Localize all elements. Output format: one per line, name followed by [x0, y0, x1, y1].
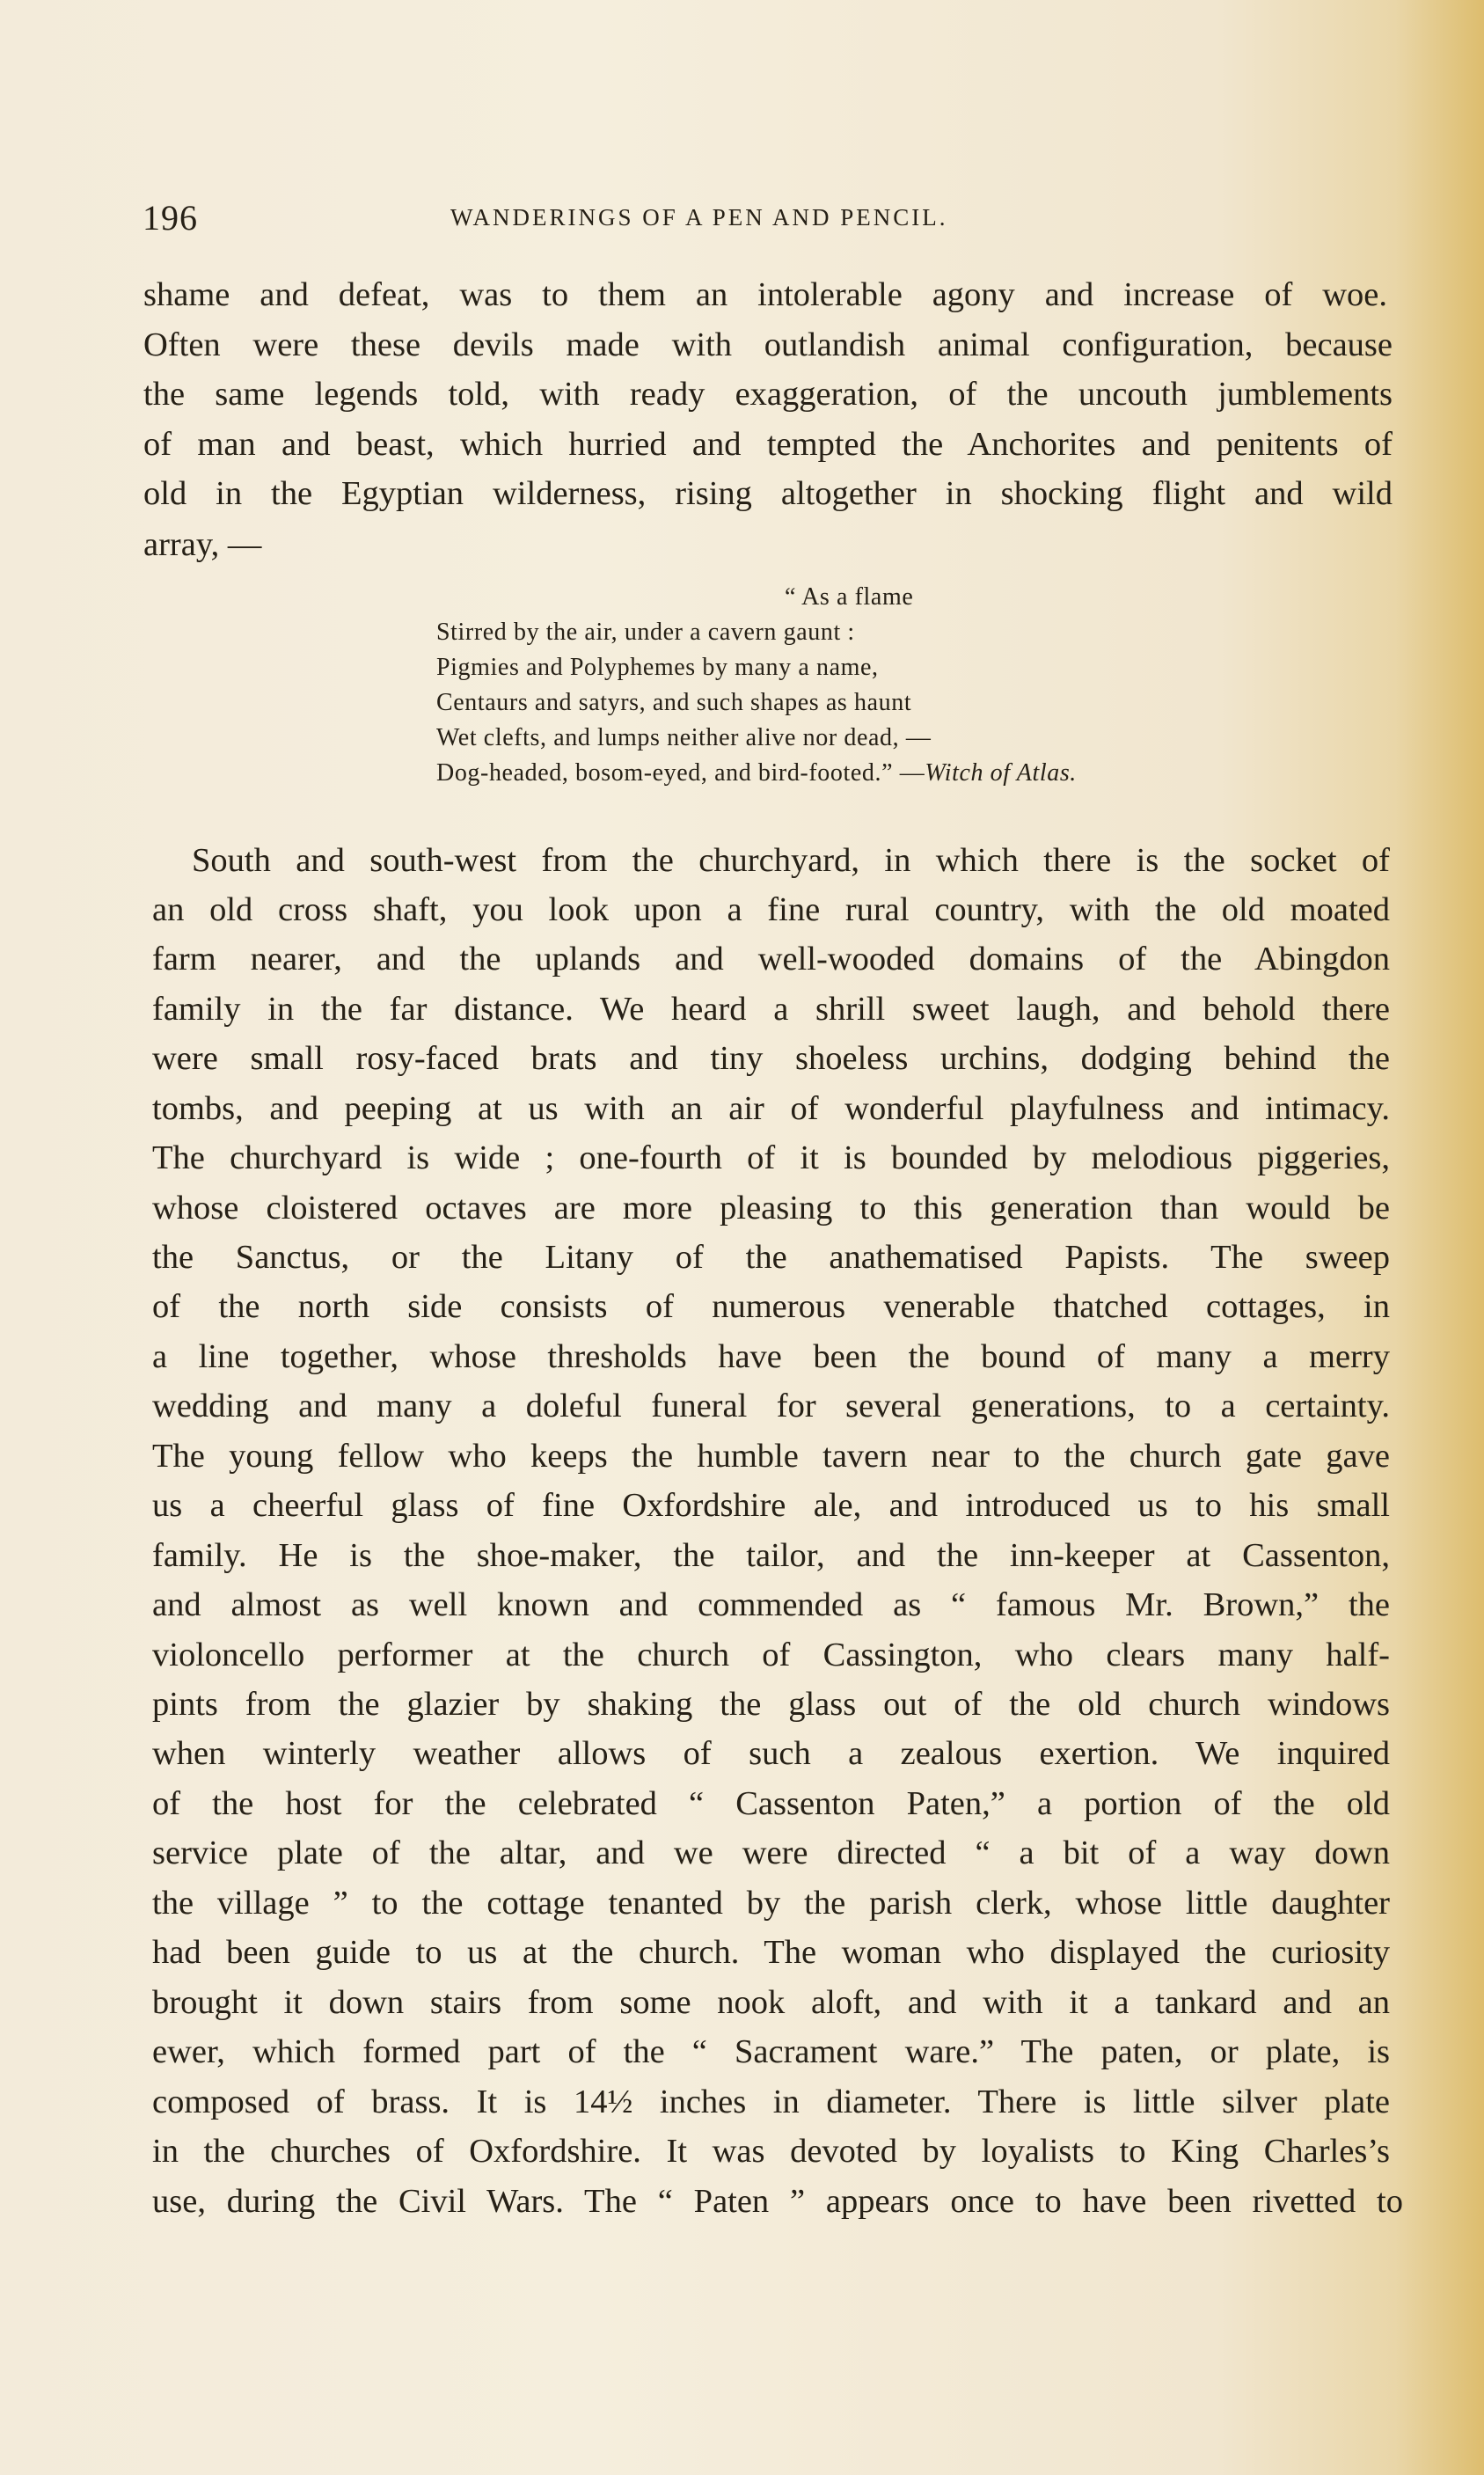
text-line: when winterly weather allows of such a zealous exertion. We inquired [152, 1735, 1390, 1772]
verse-line: Pigmies and Polyphemes by many a name, [436, 654, 879, 681]
text-line: violoncello performer at the church of Cassington, who clears many half- [152, 1637, 1390, 1673]
text-line: Often were these devils made with outlandish animal configuration, because [143, 326, 1393, 363]
text-line: pints from the glazier by shaking the glass out of the old church windows [152, 1686, 1390, 1723]
verse-quotation [436, 582, 1077, 794]
text-line: family. He is the shoe-maker, the tailor, and the inn-keeper at Cassenton, [152, 1537, 1390, 1574]
verse-line [436, 758, 1077, 794]
text-line: in the churches of Oxfordshire. It was devoted by loyalists to King Charles’s [152, 2133, 1390, 2170]
text-line: wedding and many a doleful funeral for several generations, to a certainty. [152, 1388, 1390, 1424]
verse-line: Stirred by the air, under a cavern gaunt : [436, 619, 855, 646]
text-line: and almost as well known and commended as “ famous Mr. Brown,” the [152, 1586, 1390, 1623]
text-line: whose cloistered octaves are more pleasing to this generation than would be [152, 1190, 1390, 1227]
text-line: us a cheerful glass of fine Oxfordshire ale, and introduced us to his small [152, 1487, 1390, 1524]
text-line: a line together, whose thresholds have been the bound of many a merry [152, 1338, 1390, 1375]
text-line: array, — [143, 526, 262, 563]
text-line: were small rosy-faced brats and tiny shoeless urchins, dodging behind the [152, 1040, 1390, 1077]
verse-line: “ As a flame [785, 583, 914, 611]
text-line: The young fellow who keeps the humble tavern near to the church gate gave [152, 1438, 1390, 1475]
text-line: service plate of the altar, and we were directed “ a bit of a way down [152, 1834, 1390, 1871]
text-line: shame and defeat, was to them an intolerable agony and increase of woe. [143, 276, 1387, 313]
verse-line: Centaurs and satyrs, and such shapes as haunt [436, 689, 912, 716]
text-line: the same legends told, with ready exaggeration, of the uncouth jumblements [143, 376, 1393, 413]
text-line: composed of brass. It is 14½ inches in diameter. There is little silver plate [152, 2083, 1390, 2120]
text-line: farm nearer, and the uplands and well-wooded domains of the Abingdon [152, 941, 1390, 978]
text-line: of the host for the celebrated “ Cassenton Paten,” a portion of the old [152, 1785, 1390, 1822]
text-line: the Sanctus, or the Litany of the anathematised Papists. The sweep [152, 1239, 1390, 1276]
text-line: old in the Egyptian wilderness, rising altogether in shocking flight and wild [143, 475, 1393, 512]
text-line: The churchyard is wide ; one-fourth of it is bounded by melodious piggeries, [152, 1139, 1390, 1176]
text-line: South and south-west from the churchyard, in which there is the socket of [192, 842, 1390, 879]
text-line: of man and beast, which hurried and tempted the Anchorites and penitents of [143, 426, 1393, 463]
verse-last-line: Dog-headed, bosom-eyed, and bird-footed.” — [436, 759, 925, 787]
text-line: the village ” to the cottage tenanted by the parish clerk, whose little daughter [152, 1885, 1390, 1922]
page-number: 196 [143, 198, 198, 238]
text-line: family in the far distance. We heard a shrill sweet laugh, and behold there [152, 991, 1390, 1028]
text-line: use, during the Civil Wars. The “ Paten ” appears once to have been rivetted to [152, 2183, 1403, 2220]
text-line: of the north side consists of numerous venerable thatched cottages, in [152, 1288, 1390, 1325]
text-line: ewer, which formed part of the “ Sacrament ware.” The paten, or plate, is [152, 2033, 1390, 2070]
verse-attribution: Witch of Atlas. [925, 759, 1077, 787]
text-line: had been guide to us at the church. The woman who displayed the curiosity [152, 1934, 1390, 1971]
verse-line: Wet clefts, and lumps neither alive nor dead, — [436, 724, 932, 751]
running-title: WANDERINGS OF A PEN AND PENCIL. [450, 204, 948, 231]
text-line: an old cross shaft, you look upon a fine rural country, with the old moated [152, 891, 1390, 928]
text-line: tombs, and peeping at us with an air of wonderful playfulness and intimacy. [152, 1090, 1390, 1127]
text-line: brought it down stairs from some nook aloft, and with it a tankard and an [152, 1984, 1390, 2021]
